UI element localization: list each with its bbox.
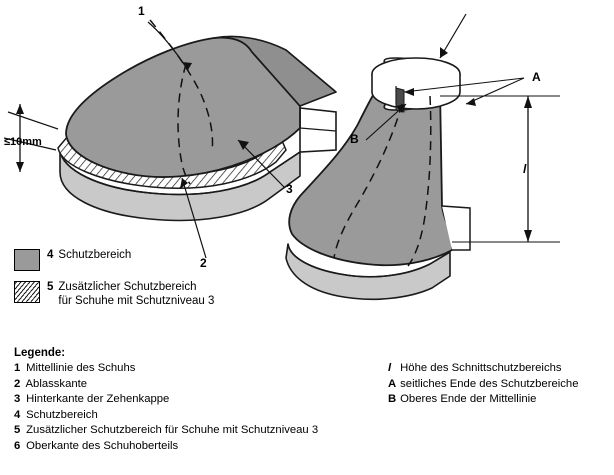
legend-column-left [14,361,384,454]
legend-item-text: Schutzbereich [26,408,98,421]
legend-item [14,377,384,393]
callout-B-label: B [350,132,359,146]
legend-item-text: Zusätzlicher Schutzbereich für Schuhe mit Schutzniveau 3 [26,424,319,436]
key-number: 5 [47,281,54,293]
legend-item-number: l [388,362,392,374]
low-shoe-drawing [4,20,336,258]
legend-item-text: Hinterkante der Zehenkappe [26,393,170,405]
callout-A-label: A [532,70,541,84]
legend-item [14,408,384,424]
key-swatch-block [14,248,264,317]
legend-column-right [388,361,602,408]
swatch-protection-area [14,249,40,271]
legend-item-text: Ablasskante [25,377,88,390]
legend-item-text: seitliches Ende des Schutzbereiche [400,377,579,390]
legend-item-number: 1 [14,362,21,374]
legend-item [14,439,384,455]
dimension-10mm-label: ≤10mm [4,136,42,148]
legend-item-number: A [388,377,397,390]
legend-item [14,392,384,408]
key-label [58,280,214,308]
callout-l-label: l [523,162,527,176]
key-label-line1: Schutzbereich [58,249,132,261]
boot-drawing [286,14,560,299]
swatch-additional-protection-area [14,281,40,303]
legend-item-text: Höhe des Schnittschutzbereichs [400,362,562,374]
legend-item [388,361,602,377]
legend-item-text: Oberkante des Schuhoberteils [26,439,179,452]
legend-section [14,347,602,452]
heel-tab [300,108,336,152]
legend-item-text: Oberes Ende der Mittellinie [400,393,537,405]
legend-item [388,392,602,408]
callout-3-label: 3 [286,182,293,196]
legend-item [388,377,602,393]
leader-boot-top-arrow [440,14,466,58]
key-row [14,248,264,271]
legend-item-number: 5 [14,424,21,436]
key-row [14,280,264,308]
legend-title: Legende: [14,347,66,359]
legend-item-text: Mittellinie des Schuhs [26,362,136,374]
legend-item-number: B [388,393,397,405]
boot-shaft-top [372,58,460,110]
legend-item-number: 6 [14,439,21,452]
legend-item-number: 2 [14,377,21,390]
key-label [58,248,131,262]
legend-item [14,361,384,377]
callout-1-label: 1 [138,4,145,18]
key-number: 4 [47,249,54,261]
legend-item-number: 4 [14,408,21,421]
key-label-line2: für Schuhe mit Schutzniveau 3 [58,295,215,307]
key-label-line1: Zusätzlicher Schutzbereich [58,281,197,293]
callout-2-label: 2 [200,256,207,270]
legend-item [14,423,384,439]
legend-item-number: 3 [14,393,21,405]
